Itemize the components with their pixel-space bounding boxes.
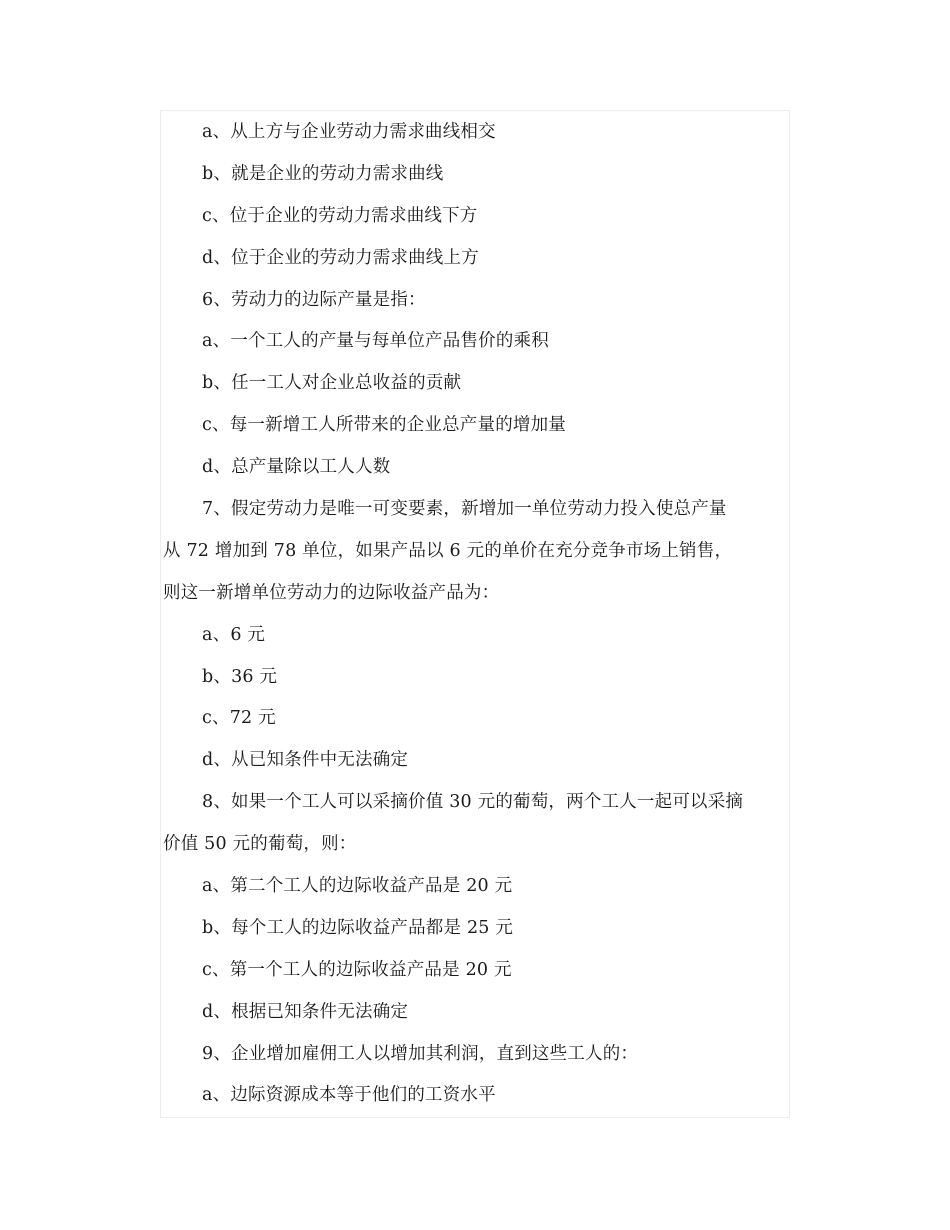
text-line: a、第二个工人的边际收益产品是 20 元 — [202, 876, 513, 897]
text-line: c、第一个工人的边际收益产品是 20 元 — [202, 959, 512, 980]
question-line: 9、企业增加雇佣工人以增加其利润，直到这些工人的： — [202, 1043, 639, 1064]
text-line: b、任一工人对企业总收益的贡献 — [202, 373, 462, 394]
text-line: d、根据已知条件无法确定 — [202, 1001, 409, 1022]
text-line: c、72 元 — [202, 708, 276, 729]
text-line: d、从已知条件中无法确定 — [202, 750, 409, 771]
question-line: 8、如果一个工人可以采摘价值 30 元的葡萄，两个工人一起可以采摘 — [202, 792, 744, 813]
question-line-continued: 则这一新增单位劳动力的边际收益产品为： — [163, 582, 500, 603]
question-line: 7、假定劳动力是唯一可变要素，新增加一单位劳动力投入使总产量 — [202, 499, 727, 520]
text-line: b、每个工人的边际收益产品都是 25 元 — [202, 917, 514, 938]
text-line: c、每一新增工人所带来的企业总产量的增加量 — [202, 415, 566, 436]
text-line: d、位于企业的劳动力需求曲线上方 — [202, 247, 479, 268]
text-line: a、从上方与企业劳动力需求曲线相交 — [202, 122, 496, 142]
text-line: a、6 元 — [202, 624, 266, 645]
text-line: d、总产量除以工人人数 — [202, 457, 391, 478]
question-line-continued: 价值 50 元的葡萄，则： — [163, 834, 357, 855]
question-line: 6、劳动力的边际产量是指： — [202, 289, 426, 310]
text-line: a、一个工人的产量与每单位产品售价的乘积 — [202, 331, 549, 352]
text-line: c、位于企业的劳动力需求曲线下方 — [202, 205, 478, 226]
text-line: b、36 元 — [202, 666, 278, 687]
text-line: a、边际资源成本等于他们的工资水平 — [202, 1085, 496, 1106]
question-line-continued: 从 72 增加到 78 单位，如果产品以 6 元的单价在充分竞争市场上销售， — [163, 540, 733, 561]
text-line: b、就是企业的劳动力需求曲线 — [202, 163, 444, 184]
document-body — [163, 112, 788, 1117]
